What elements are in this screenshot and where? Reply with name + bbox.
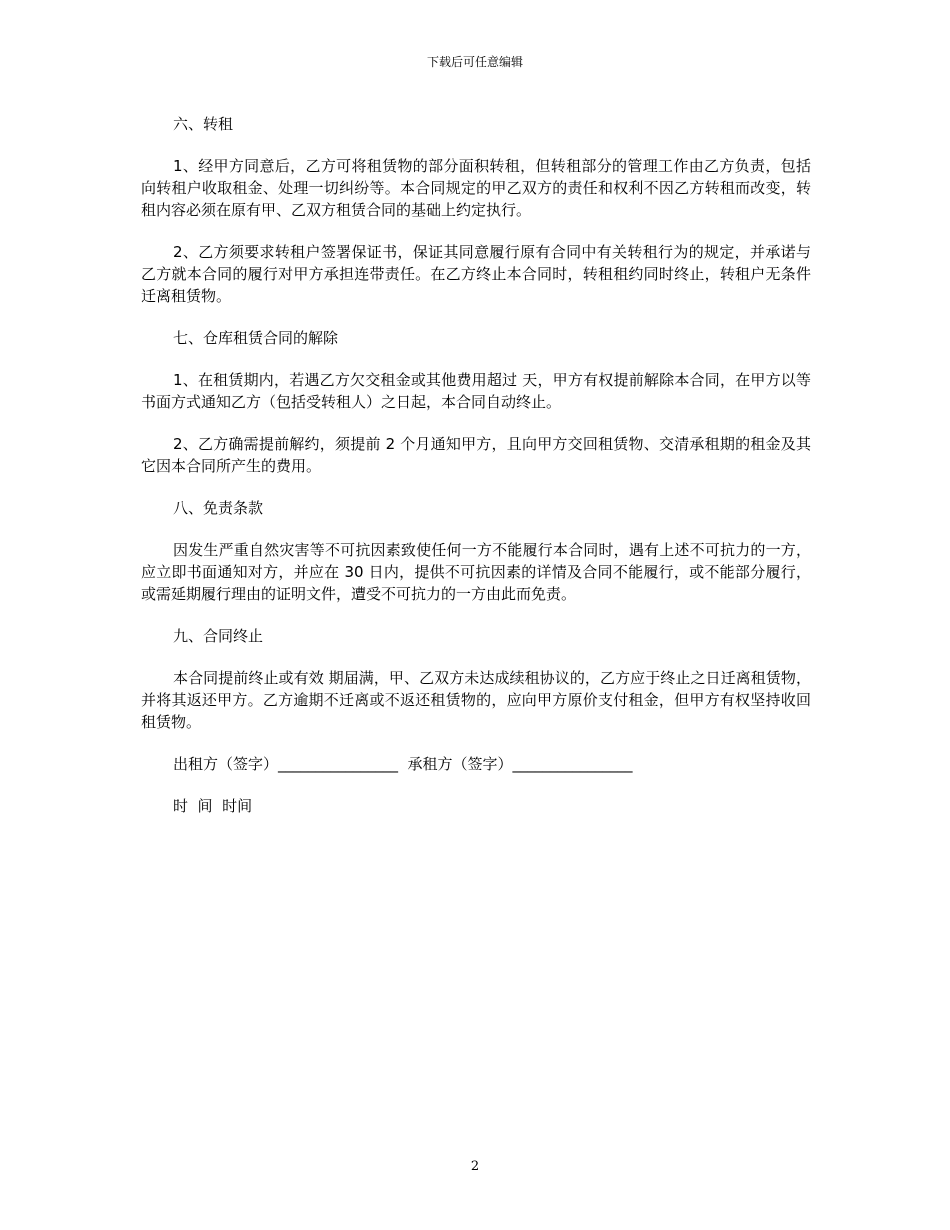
section-9-paragraph-1: 本合同提前终止或有效 期届满，甲、乙双方未达成续租协议的，乙方应于终止之日迁离租赁物，并将其返还甲方。乙方逾期不迁离或不返还租赁物的，应向甲方原价支付租金，但甲方有权坚持收回租赁物。: [141, 669, 811, 731]
section-8-paragraph-1: 因发生严重自然灾害等不可抗因素致使任何一方不能履行本合同时，遇有上述不可抗力的一方，应立即书面通知对方，并应在 30 日内，提供不可抗因素的详情及合同不能履行，或不能部分履行，或需延期履行理由的证明文件，遭受不可抗力的一方由此而免责。: [141, 541, 811, 603]
page-header: 下载后可任意编辑: [426, 55, 523, 69]
section-7-title: 七、仓库租赁合同的解除: [173, 329, 339, 347]
section-6-title: 六、转租: [173, 115, 234, 133]
signature-line: 出租方（签字）________________ 承租方（签字）________________: [173, 755, 633, 773]
section-7-paragraph-2: 2、乙方确需提前解约，须提前 2 个月通知甲方，且向甲方交回租赁物、交清承租期的租金及其它因本合同所产生的费用。: [141, 435, 811, 475]
section-7-paragraph-1: 1、在租赁期内，若遇乙方欠交租金或其他费用超过 天，甲方有权提前解除本合同，在甲方以等书面方式通知乙方（包括受转租人）之日起，本合同自动终止。: [141, 371, 811, 411]
signature-time: 时 间 时间: [173, 797, 253, 815]
page-number: 2: [470, 1159, 480, 1174]
section-8-title: 八、免责条款: [173, 499, 264, 517]
document-body: [141, 113, 811, 817]
section-6-paragraph-1: 1、经甲方同意后，乙方可将租赁物的部分面积转租，但转租部分的管理工作由乙方负责，包括向转租户收取租金、处理一切纠纷等。本合同规定的甲乙双方的责任和权利不因乙方转租而改变，转租内容必须在原有甲、乙双方租赁合同的基础上约定执行。: [141, 157, 811, 219]
section-6-paragraph-2: 2、乙方须要求转租户签署保证书，保证其同意履行原有合同中有关转租行为的规定，并承诺与乙方就本合同的履行对甲方承担连带责任。在乙方终止本合同时，转租租约同时终止，转租户无条件迁离租赁物。: [141, 243, 811, 305]
section-9-title: 九、合同终止: [173, 627, 264, 645]
